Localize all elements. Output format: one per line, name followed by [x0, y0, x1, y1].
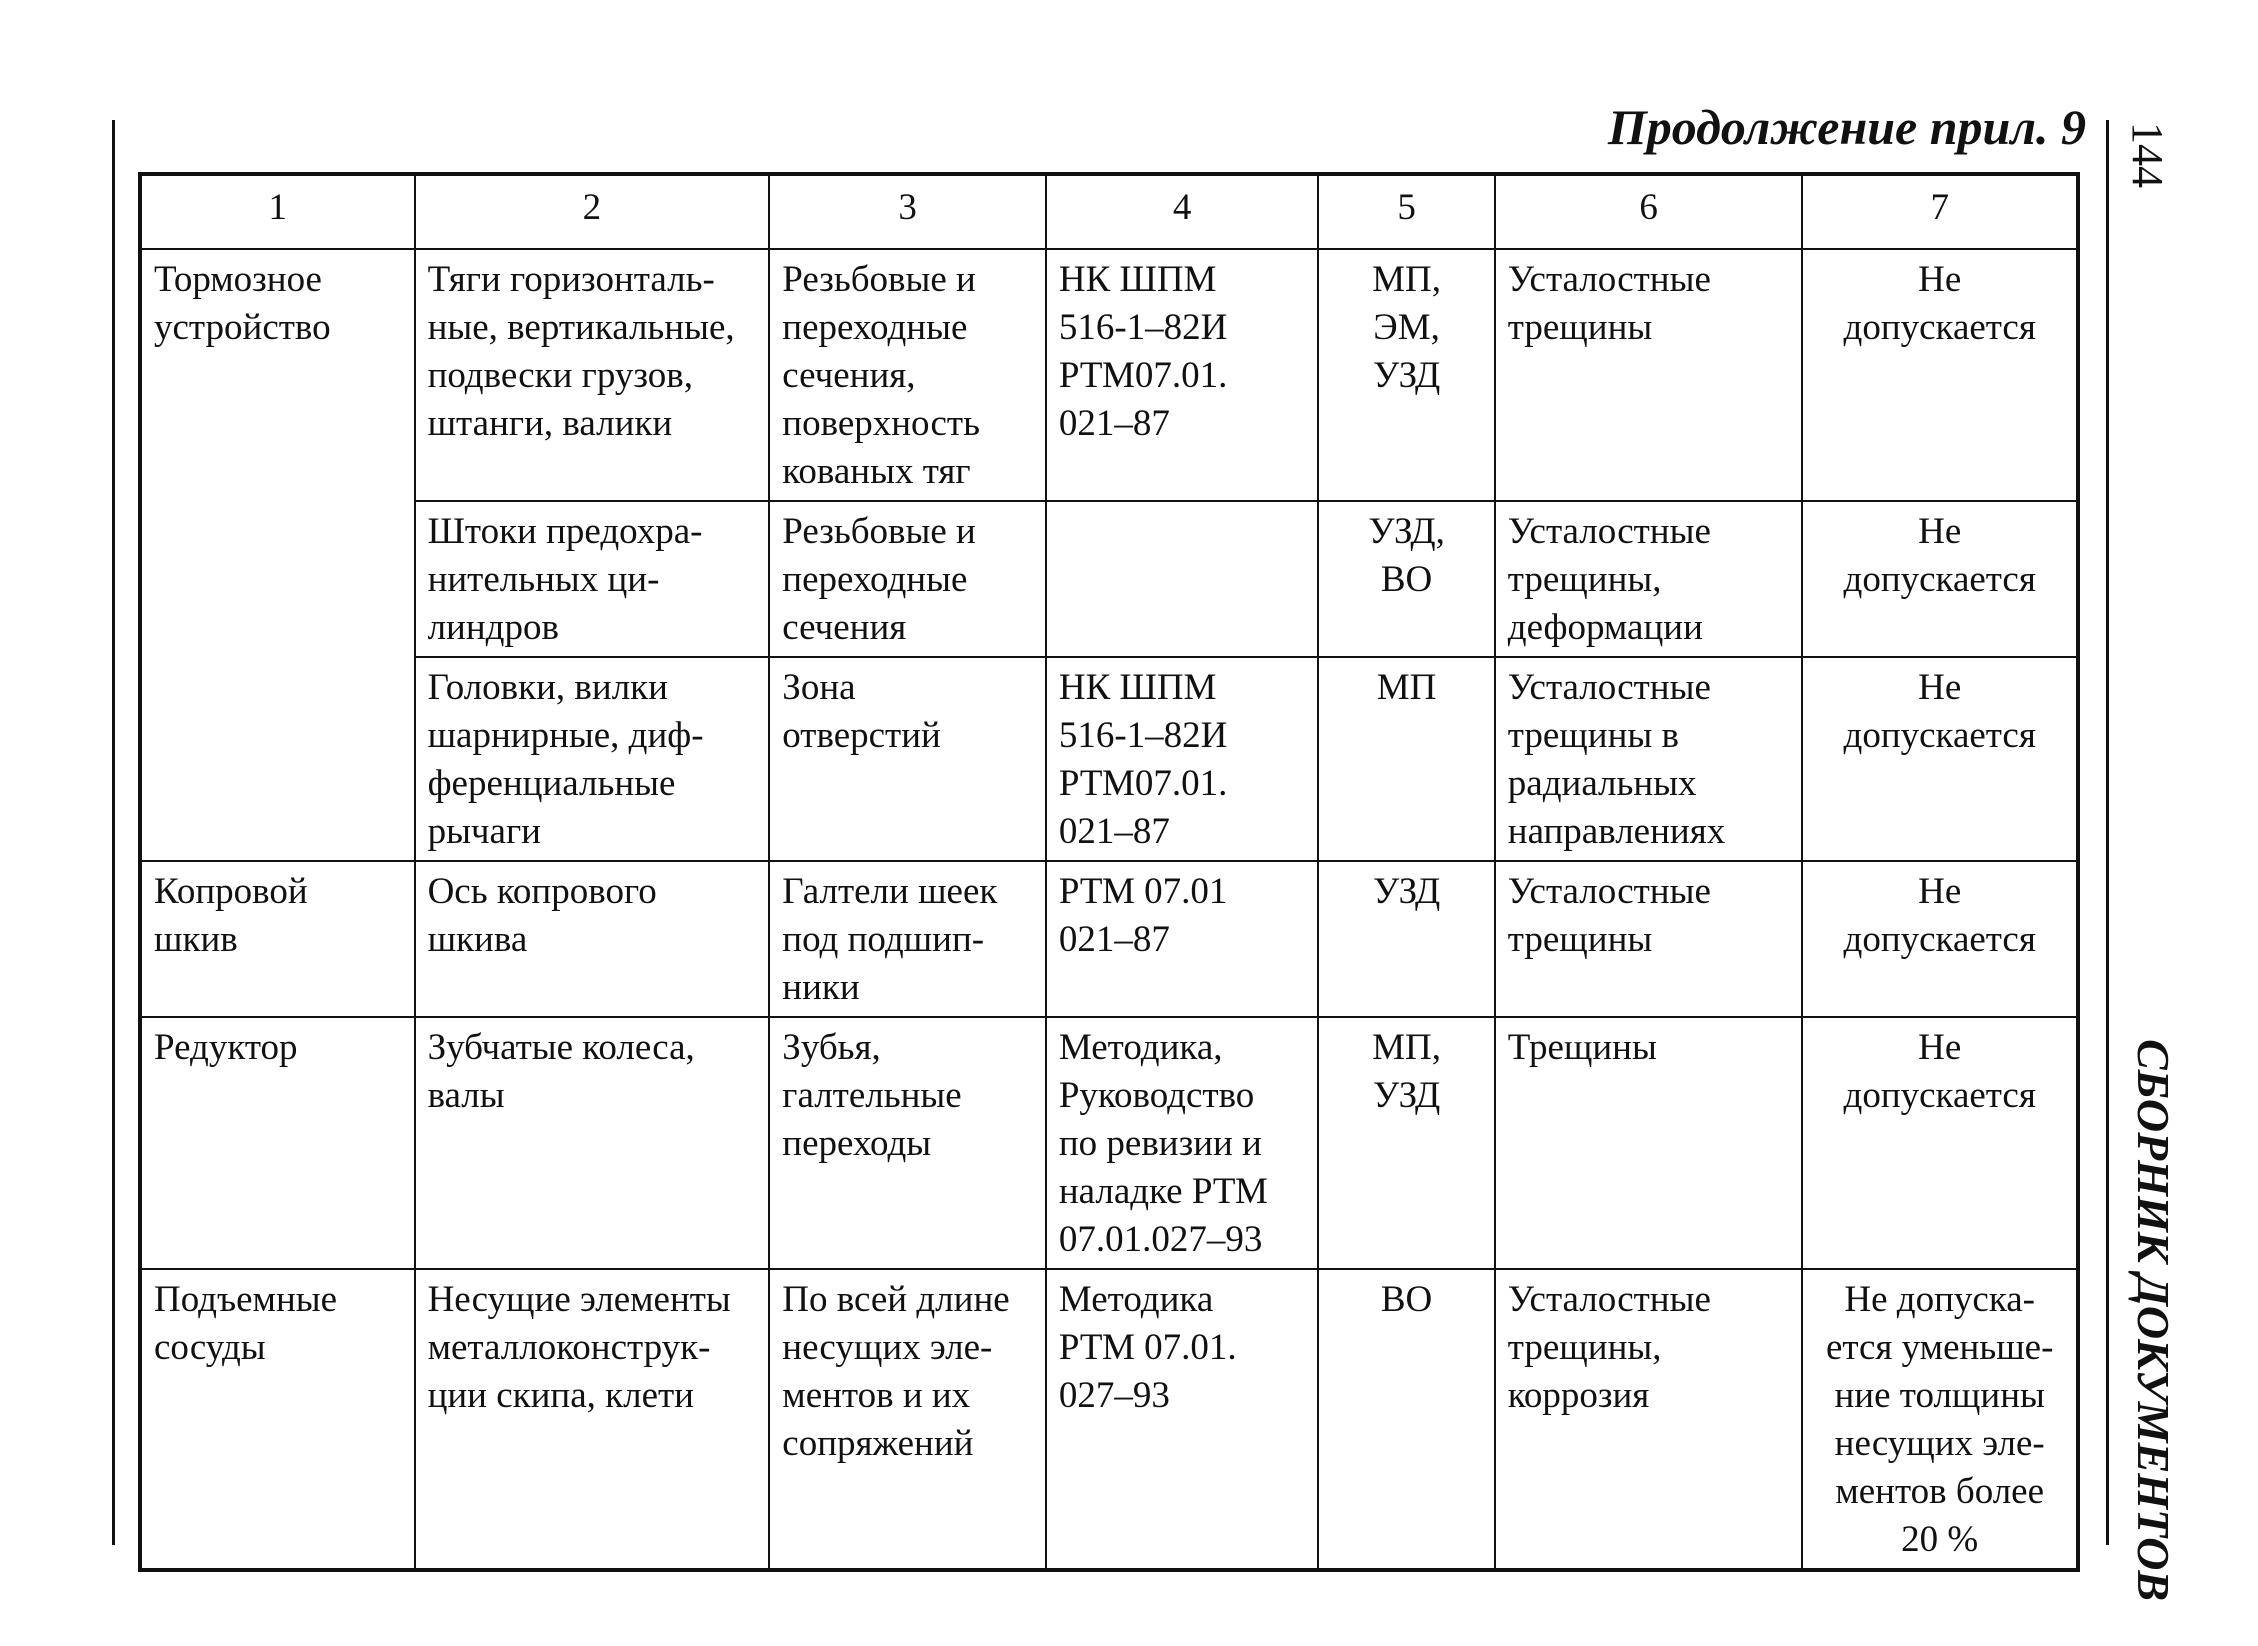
method-cell: УЗД: [1318, 861, 1494, 1017]
equipment-name: Тормозное устройство: [140, 249, 415, 861]
zone-cell: Галтели шеек под подшип- ники: [769, 861, 1046, 1017]
document-cell: НК ШПМ 516-1–82И РТМ07.01. 021–87: [1046, 249, 1319, 501]
table-row: [140, 501, 2078, 657]
zone-cell: Резьбовые и переходные сечения: [769, 501, 1046, 657]
table-row: [140, 249, 2078, 501]
requirement-cell: Не допускается: [1802, 249, 2078, 501]
requirement-cell: Не допускается: [1802, 1017, 2078, 1269]
equipment-name: Копровой шкив: [140, 861, 415, 1017]
document-cell: НК ШПМ 516-1–82И РТМ07.01. 021–87: [1046, 657, 1319, 861]
table-row: [140, 657, 2078, 861]
document-cell: [1046, 501, 1319, 657]
document-cell: Методика РТМ 07.01. 027–93: [1046, 1269, 1319, 1570]
equipment-name: Редуктор: [140, 1017, 415, 1269]
zone-cell: Зона отверстий: [769, 657, 1046, 861]
column-header: 6: [1495, 174, 1803, 249]
table-row: [140, 861, 2078, 1017]
table-row: [140, 1269, 2078, 1570]
defect-cell: Усталостные трещины: [1495, 861, 1803, 1017]
defect-cell: Усталостные трещины, коррозия: [1495, 1269, 1803, 1570]
method-cell: ВО: [1318, 1269, 1494, 1570]
zone-cell: По всей длине несущих эле- ментов и их сопряжений: [769, 1269, 1046, 1570]
header-row: [140, 174, 2078, 249]
element-cell: Головки, вилки шарнирные, диф- ференциальные рычаги: [415, 657, 770, 861]
right-margin-rule: [2106, 120, 2109, 1545]
running-title-vertical: СБОРНИК ДОКУМЕНТОВ: [2128, 1038, 2179, 1602]
table-row: [140, 1017, 2078, 1269]
element-cell: Тяги горизонталь- ные, вертикальные, подвески грузов, штанги, валики: [415, 249, 770, 501]
column-header: 5: [1318, 174, 1494, 249]
equipment-name: Подъемные сосуды: [140, 1269, 415, 1570]
requirement-cell: Не допускается: [1802, 657, 2078, 861]
document-cell: Методика, Руководство по ревизии и наладке РТМ 07.01.027–93: [1046, 1017, 1319, 1269]
defect-cell: Усталостные трещины: [1495, 249, 1803, 501]
document-cell: РТМ 07.01 021–87: [1046, 861, 1319, 1017]
element-cell: Штоки предохра- нительных ци- линдров: [415, 501, 770, 657]
defect-cell: Усталостные трещины, деформации: [1495, 501, 1803, 657]
column-header: 7: [1802, 174, 2078, 249]
defect-cell: Усталостные трещины в радиальных направлениях: [1495, 657, 1803, 861]
column-header: 4: [1046, 174, 1319, 249]
column-header: 3: [769, 174, 1046, 249]
method-cell: МП, ЭМ, УЗД: [1318, 249, 1494, 501]
element-cell: Несущие элементы металлоконструк- ции скипа, клети: [415, 1269, 770, 1570]
defect-cell: Трещины: [1495, 1017, 1803, 1269]
element-cell: Зубчатые колеса, валы: [415, 1017, 770, 1269]
inspection-table: [138, 172, 2080, 1572]
method-cell: МП: [1318, 657, 1494, 861]
method-cell: МП, УЗД: [1318, 1017, 1494, 1269]
requirement-cell: Не допуска- ется уменьше- ние толщины несущих эле- ментов более 20 %: [1802, 1269, 2078, 1570]
continuation-title: Продолжение прил. 9: [1607, 99, 2086, 155]
element-cell: Ось копрового шкива: [415, 861, 770, 1017]
page-number: 144: [2123, 122, 2173, 188]
column-header: 1: [140, 174, 415, 249]
zone-cell: Зубья, галтельные переходы: [769, 1017, 1046, 1269]
requirement-cell: Не допускается: [1802, 861, 2078, 1017]
column-header: 2: [415, 174, 770, 249]
requirement-cell: Не допускается: [1802, 501, 2078, 657]
left-margin-rule: [112, 120, 115, 1545]
zone-cell: Резьбовые и переходные сечения, поверхность кованых тяг: [769, 249, 1046, 501]
method-cell: УЗД, ВО: [1318, 501, 1494, 657]
